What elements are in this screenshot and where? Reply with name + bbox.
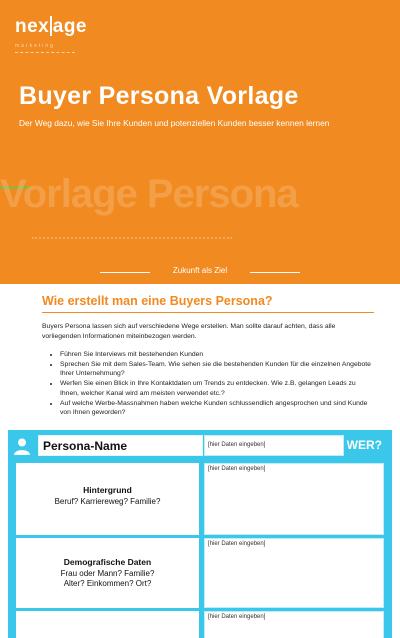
- row-hint: Alter? Einkommen? Ort?: [63, 579, 152, 588]
- persona-table: [8, 430, 392, 638]
- row-label-hintergrund: [16, 463, 199, 535]
- list-item: • Auf welche Werbe-Massnahmen haben welche Kunden schlussendlich angesprochen und sind Kunde von Ihnen geworden?: [60, 399, 376, 418]
- row-hint: Frau oder Mann? Familie?: [60, 568, 155, 578]
- demografische-daten-input[interactable]: [204, 538, 384, 608]
- intro-text: Buyers Persona lassen sich auf verschiedene Wege erstellen. Man sollte darauf achten, dass alle vorliegenden Informationen miteinbezogen werden.: [42, 323, 336, 340]
- logo-right: age: [52, 16, 87, 37]
- watermark-text: Vorlage Persona: [0, 172, 298, 216]
- hero-banner: [0, 0, 400, 284]
- method-list: [60, 350, 376, 418]
- list-item: • Sprechen Sie mit dem Sales-Team. Wie sehen sie die bestehenden Kunden für die einzelnen Angebote Ihrer Unternehmung?: [60, 360, 376, 379]
- wer-label: WER?: [346, 438, 382, 452]
- next-row-input[interactable]: [204, 611, 384, 638]
- row-label-next: [16, 611, 199, 638]
- tagline-rule-right: [250, 272, 300, 273]
- row-title: Hintergrund: [83, 485, 132, 495]
- row-title: Demografische Daten: [63, 557, 152, 567]
- logo-bar: [50, 16, 52, 36]
- hintergrund-input[interactable]: [204, 463, 384, 535]
- input-placeholder: [hier Daten eingeben]: [208, 466, 266, 472]
- section-title: Wie erstellt man eine Buyers Persona?: [42, 294, 273, 308]
- logo-left: nex: [15, 16, 50, 37]
- row-label-demografische-daten: [16, 538, 199, 608]
- logo-tagline: marketing: [15, 43, 55, 49]
- persona-name-input[interactable]: [204, 435, 344, 456]
- input-placeholder: [hier Daten eingeben]: [208, 442, 266, 448]
- row-hint: Beruf? Karriereweg? Familie?: [54, 496, 161, 506]
- input-placeholder: [hier Daten eingeben]: [208, 541, 266, 547]
- nextage-logo: [15, 16, 87, 38]
- page-subtitle: Der Weg dazu, wie Sie Ihre Kunden und potenziellen Kunden besser kennen lernen: [19, 118, 330, 128]
- page-title: Buyer Persona Vorlage: [19, 82, 299, 110]
- watermark-dots: [32, 237, 232, 241]
- logo-dots: [15, 52, 75, 53]
- person-icon: [12, 436, 32, 456]
- input-placeholder: [hier Daten eingeben]: [208, 614, 266, 620]
- persona-name-text: Persona-Name: [43, 439, 128, 453]
- tagline: Zukunft als Ziel: [172, 266, 228, 275]
- persona-name-label: [38, 435, 203, 456]
- list-item: • Führen Sie Interviews mit bestehenden Kunden: [60, 350, 376, 359]
- list-item: • Werfen Sie einen Blick in Ihre Kontaktdaten um Trends zu entdecken. Wie z.B. gelangen Leads zu Ihnen, welcher Kanal wird am meisten verwendet etc.?: [60, 379, 376, 398]
- section-divider: [42, 312, 374, 313]
